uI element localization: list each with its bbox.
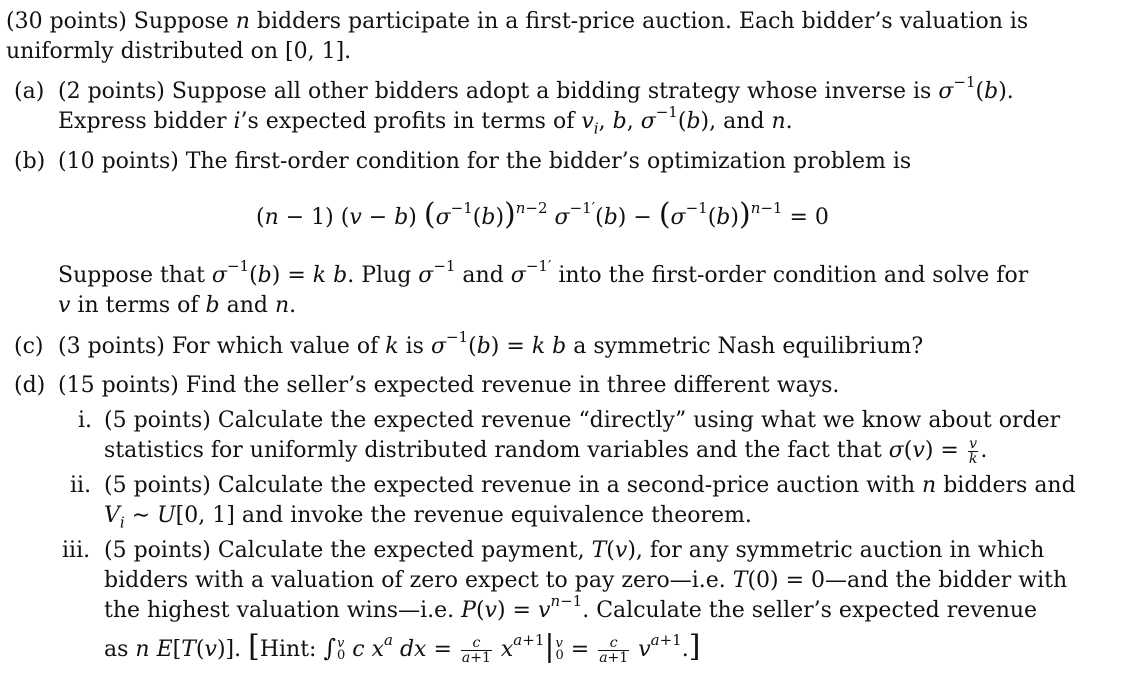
part-b-line-2: Suppose that $\sigma^{-1}(b) = k$ b. Plug $\sigma^{-1}$ and $\sigma^{-1'}$ into the first-order condition and solve for	[58, 256, 1029, 288]
part-a-line-2: Express bidder i’s expected profits in terms of $v_i$, b, $\sigma^{-1}(b)$, and n.	[58, 102, 793, 138]
intro-line-1: (30 points) Suppose n bidders participate in a first-price auction. Each bidder’s valuation is	[6, 9, 1029, 34]
part-d-ii-label: ii.	[70, 473, 92, 498]
part-d-iii-line-2: bidders with a valuation of zero expect to pay zero—i.e. T(0) = 0—and the bidder with	[104, 568, 1068, 593]
part-b-line-3: v in terms of b and n.	[58, 293, 297, 318]
part-c-label: (c)	[14, 334, 44, 359]
part-d-iii-line-4: as n E[T(v)]. [Hint: ∫ v 0 c $x^a$ dx = $\frac{c}{a+1}$ $x^{a+1}|$ v 0 = $\frac{c}{a+1}$ $v^{a+1}$.]	[104, 629, 701, 666]
part-a-line-1: (2 points) Suppose all other bidders adopt a bidding strategy whose inverse is $\sigma^{-1}(b)$.	[58, 72, 1014, 104]
part-d-label: (d)	[14, 373, 46, 398]
part-d-iii-label: iii.	[62, 538, 91, 563]
part-c-line: (3 points) For which value of k is $\sigma^{-1}(b) = k$ b a symmetric Nash equilibrium?	[58, 327, 924, 359]
part-d-line: (15 points) Find the seller’s expected revenue in three different ways.	[58, 373, 840, 398]
part-d-i-line-2: statistics for uniformly distributed random variables and the fact that σ(v) = $\frac{v}{k}$ .	[104, 435, 988, 467]
part-d-ii-line-2: $V_i$ ∼ U[0, 1] and invoke the revenue equivalence theorem.	[104, 503, 752, 532]
part-d-iii-line-3: the highest valuation wins—i.e. $P(v) = v^{n-1}$. Calculate the seller’s expected revenue	[104, 591, 1038, 623]
part-a-label: (a)	[14, 79, 45, 104]
part-d-iii-line-1: (5 points) Calculate the expected payment, T(v), for any symmetric auction in which	[104, 538, 1045, 563]
part-b-line-1: (10 points) The first-order condition for the bidder’s optimization problem is	[58, 149, 912, 174]
first-order-condition-equation: (n − 1) (v − b) $(\sigma^{-1}(b))^{n-2}$ $\sigma^{-1'}(b) - (\sigma^{-1}(b))^{n-1} = 0$	[256, 197, 829, 232]
part-d-i-label: i.	[78, 408, 93, 433]
intro-line-2: uniformly distributed on [0, 1].	[6, 39, 352, 64]
part-d-ii-line-1: (5 points) Calculate the expected revenue in a second-price auction with n bidders and	[104, 473, 1076, 498]
part-d-i-line-1: (5 points) Calculate the expected revenue “directly” using what we know about order	[104, 408, 1061, 433]
part-b-label: (b)	[14, 149, 46, 174]
